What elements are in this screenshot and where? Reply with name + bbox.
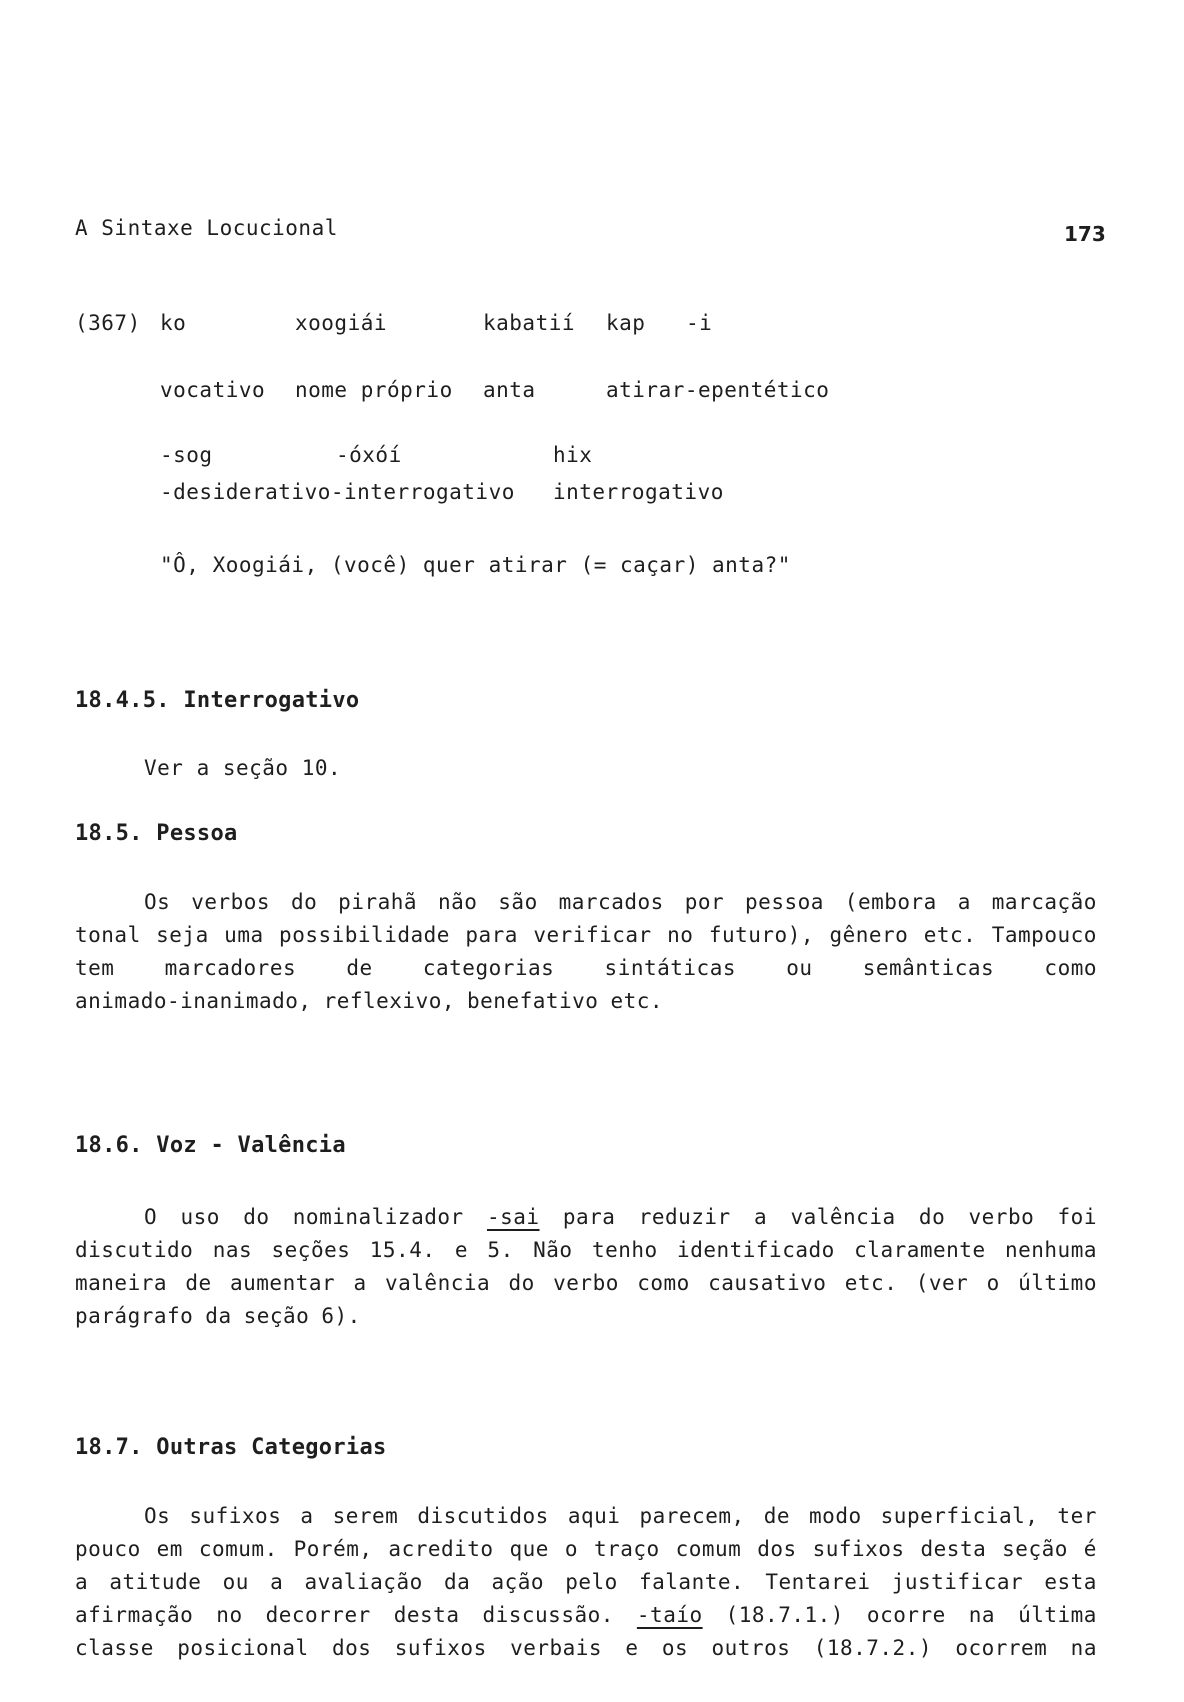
word: pelo xyxy=(565,1570,618,1594)
section-heading-interrogativo: 18.4.5. Interrogativo xyxy=(75,688,360,713)
word: nas xyxy=(212,1238,253,1262)
word: é xyxy=(1083,1537,1097,1561)
paragraph-voz xyxy=(75,1201,1097,1333)
word: de xyxy=(763,1504,790,1528)
word: de xyxy=(346,956,373,980)
word: comum xyxy=(675,1537,742,1561)
word: verbo xyxy=(968,1205,1035,1229)
word: foi xyxy=(1057,1205,1097,1229)
word: e xyxy=(454,1238,469,1262)
word: Os xyxy=(144,890,171,914)
example-gloss: nome próprio xyxy=(295,378,453,402)
word: falante. xyxy=(639,1570,745,1594)
example-word: xoogiái xyxy=(295,311,388,335)
word: o xyxy=(564,1537,579,1561)
example-gloss: interrogativo xyxy=(553,480,724,504)
word: do xyxy=(508,1271,535,1295)
example-number: (367) xyxy=(75,311,141,335)
word: discutidos xyxy=(417,1504,549,1528)
word: pouco xyxy=(75,1537,141,1561)
word: comum. xyxy=(198,1537,278,1561)
text-line xyxy=(75,919,1097,952)
word: posicional xyxy=(177,1636,309,1660)
word: uma xyxy=(224,923,264,947)
example-translation: "Ô, Xoogiái, (você) quer atirar (= caçar) anta?" xyxy=(160,553,791,577)
word: do xyxy=(918,1205,946,1229)
text-line xyxy=(75,1234,1097,1267)
word: causativo xyxy=(708,1271,827,1295)
word: animado-inanimado, xyxy=(75,989,312,1013)
word: seja xyxy=(156,923,209,947)
text-line xyxy=(75,1300,1097,1333)
word: verificar xyxy=(533,923,652,947)
word: (18.7.1.) xyxy=(725,1603,844,1627)
word: última xyxy=(1018,1603,1097,1627)
word: gênero xyxy=(829,923,909,947)
word: tem xyxy=(75,956,115,980)
word: O xyxy=(144,1205,158,1229)
word: ou xyxy=(222,1570,249,1594)
word: a xyxy=(353,1271,367,1295)
word: da xyxy=(443,1570,471,1594)
word: a xyxy=(957,890,971,914)
word: tenho xyxy=(591,1238,658,1262)
word: traço xyxy=(593,1537,660,1561)
word: ter xyxy=(1057,1504,1097,1528)
word: discutido xyxy=(75,1238,194,1262)
word: discussão. xyxy=(482,1603,614,1627)
word: do xyxy=(243,1205,270,1229)
word: 15.4. xyxy=(369,1238,436,1262)
example-gloss: anta xyxy=(483,378,536,402)
word: etc. xyxy=(923,923,977,947)
word: para xyxy=(562,1205,616,1229)
text-line xyxy=(75,1632,1097,1665)
word: último xyxy=(1018,1271,1097,1295)
word: outros xyxy=(711,1636,791,1660)
word: reflexivo, xyxy=(323,989,456,1013)
word: classe xyxy=(75,1636,154,1660)
word: como xyxy=(637,1271,690,1295)
text-line xyxy=(75,1267,1097,1300)
word: decorrer xyxy=(265,1603,371,1627)
word: por xyxy=(684,890,725,914)
word: desta xyxy=(920,1537,987,1561)
word: etc. xyxy=(844,1271,898,1295)
word: sufixos xyxy=(394,1636,487,1660)
word: seção xyxy=(1002,1537,1068,1561)
word: nenhuma xyxy=(1004,1238,1097,1262)
suffix-taio: -taío xyxy=(636,1603,703,1627)
word: Tampouco xyxy=(991,923,1097,947)
word: a xyxy=(270,1570,284,1594)
word: ocorre xyxy=(866,1603,946,1627)
text-line xyxy=(75,1201,1097,1234)
word: pirahã xyxy=(338,890,418,914)
word: sintáticas xyxy=(604,956,736,980)
paragraph-outras xyxy=(75,1500,1097,1665)
word: a xyxy=(754,1205,768,1229)
word: aumentar xyxy=(230,1271,336,1295)
word: do xyxy=(290,890,318,914)
word: na xyxy=(968,1603,996,1627)
word: não xyxy=(437,890,478,914)
word: sufixos xyxy=(812,1537,905,1561)
word: desta xyxy=(393,1603,460,1627)
word: reduzir xyxy=(638,1205,731,1229)
suffix-sai: -sai xyxy=(486,1205,540,1229)
text-line xyxy=(75,985,1097,1018)
word: identificado xyxy=(677,1238,835,1262)
word: valência xyxy=(385,1271,491,1295)
word: valência xyxy=(790,1205,896,1229)
word: ação xyxy=(491,1570,545,1594)
word: serem xyxy=(332,1504,399,1528)
word: (18.7.2.) xyxy=(813,1636,932,1660)
word: ocorrem xyxy=(955,1636,1048,1660)
section-heading-voz: 18.6. Voz - Valência xyxy=(75,1133,346,1158)
word: Porém, xyxy=(293,1537,373,1561)
example-word: kap xyxy=(606,311,646,335)
word: acredito xyxy=(388,1537,494,1561)
section-heading-outras: 18.7. Outras Categorias xyxy=(75,1435,387,1460)
word: dos xyxy=(331,1636,372,1660)
word: o xyxy=(986,1271,1000,1295)
word: marcação xyxy=(991,890,1097,914)
word: possibilidade xyxy=(279,923,450,947)
word: Não xyxy=(533,1238,573,1262)
example-word: -sog xyxy=(160,443,213,467)
example-word: -i xyxy=(686,311,713,335)
example-gloss: vocativo xyxy=(160,378,266,402)
word: para xyxy=(465,923,518,947)
word: (embora xyxy=(844,890,937,914)
word: os xyxy=(661,1636,689,1660)
word: justificar xyxy=(891,1570,1024,1594)
word: tonal xyxy=(75,923,141,947)
word: da xyxy=(205,1304,232,1328)
word: verbais xyxy=(510,1636,603,1660)
word: e xyxy=(625,1636,639,1660)
example-word: kabatií xyxy=(483,311,576,335)
section-heading-pessoa: 18.5. Pessoa xyxy=(75,821,238,846)
word: benefativo xyxy=(467,989,599,1013)
word: 6). xyxy=(321,1304,361,1328)
word: aqui xyxy=(567,1504,621,1528)
page-number: 173 xyxy=(1064,222,1106,246)
word: no xyxy=(216,1603,243,1627)
word: marcadores xyxy=(164,956,297,980)
word: verbos xyxy=(191,890,271,914)
word: seção xyxy=(243,1304,310,1328)
word: pessoa xyxy=(745,890,824,914)
word: sufixos xyxy=(189,1504,282,1528)
text-line xyxy=(75,1500,1097,1533)
word: (ver xyxy=(915,1271,969,1295)
running-title: A Sintaxe Locucional xyxy=(75,216,338,240)
word: verbo xyxy=(553,1271,619,1295)
word: Os xyxy=(144,1504,171,1528)
example-word: -óxóí xyxy=(336,443,402,467)
example-gloss: atirar-epentético xyxy=(606,378,830,402)
paragraph-pessoa xyxy=(75,886,1097,1018)
word: a xyxy=(75,1570,89,1594)
word: maneira xyxy=(75,1271,168,1295)
word: parágrafo xyxy=(75,1304,194,1328)
word: categorias xyxy=(422,956,555,980)
word: marcados xyxy=(558,890,664,914)
word: de xyxy=(185,1271,212,1295)
word: etc. xyxy=(610,989,664,1013)
word: nominalizador xyxy=(292,1205,464,1229)
word: modo xyxy=(809,1504,862,1528)
word: a xyxy=(300,1504,314,1528)
word: superficial, xyxy=(880,1504,1039,1528)
word: afirmação xyxy=(75,1603,194,1627)
example-word: ko xyxy=(160,311,187,335)
example-gloss: -desiderativo-interrogativo xyxy=(160,480,515,504)
word: no xyxy=(667,923,694,947)
word: atitude xyxy=(109,1570,202,1594)
word: como xyxy=(1044,956,1097,980)
text-line xyxy=(75,886,1097,919)
word: Tentarei xyxy=(765,1570,871,1594)
word: em xyxy=(156,1537,183,1561)
word: são xyxy=(498,890,538,914)
word: parecem, xyxy=(639,1504,745,1528)
word: seções xyxy=(271,1238,351,1262)
word: semânticas xyxy=(862,956,995,980)
section-text-interrogativo: Ver a seção 10. xyxy=(144,756,342,780)
text-line xyxy=(75,952,1097,985)
word: claramente xyxy=(854,1238,986,1262)
text-line xyxy=(75,1599,1097,1632)
example-word: hix xyxy=(553,443,593,467)
word: uso xyxy=(180,1205,220,1229)
word: ou xyxy=(786,956,813,980)
word: futuro), xyxy=(708,923,814,947)
word: na xyxy=(1070,1636,1097,1660)
text-line xyxy=(75,1566,1097,1599)
word: avaliação xyxy=(304,1570,423,1594)
text-line xyxy=(75,1533,1097,1566)
word: esta xyxy=(1044,1570,1097,1594)
word: 5. xyxy=(487,1238,514,1262)
word: que xyxy=(509,1537,549,1561)
word: dos xyxy=(757,1537,797,1561)
